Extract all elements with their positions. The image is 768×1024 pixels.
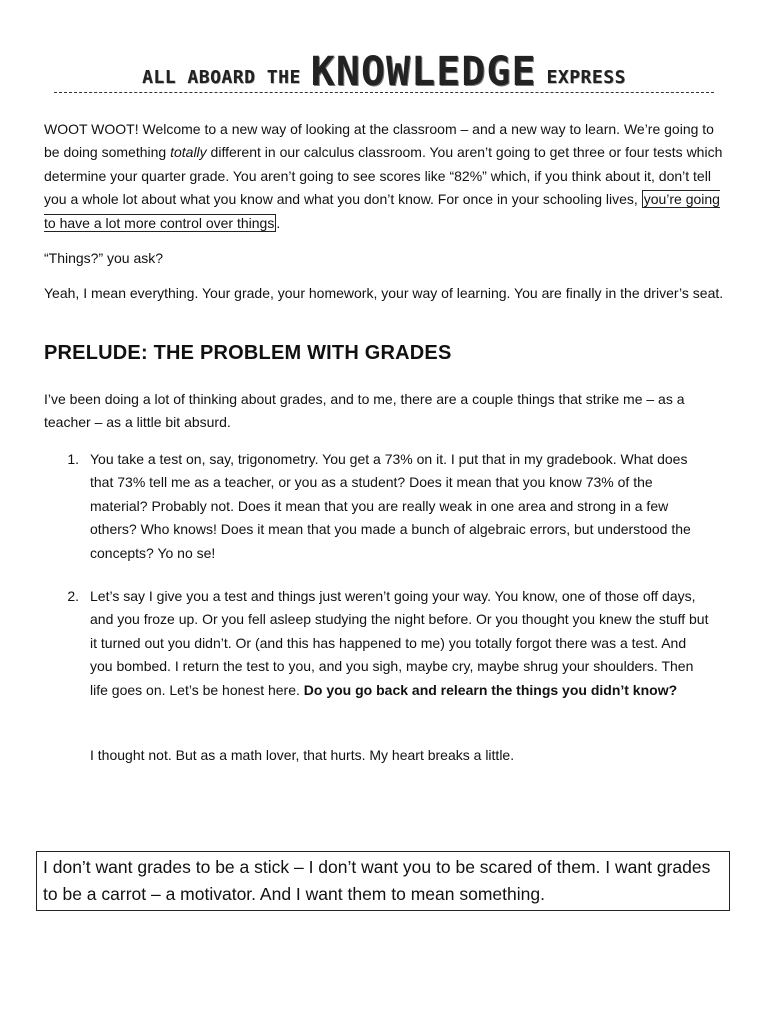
intro-emphasis: totally: [170, 144, 207, 161]
list-item: [44, 448, 728, 565]
list-item-text: [90, 585, 710, 702]
section-heading: PRELUDE: THE PROBLEM WITH GRADES: [44, 342, 452, 364]
list-number: 1.: [67, 451, 79, 467]
list-item-bold-question: Do you go back and relearn the things you didn’t know?: [303, 681, 678, 698]
callout-box: I don’t want grades to be a stick – I don’t want you to be scared of them. I want grades to be a carrot – a motivator. And I want them to mean something.: [36, 851, 730, 911]
intro-text-continued: different in our calculus classroom. You aren’t going to get three or four tests which determine your quarter grade. You aren’t going to see scores like “82%” which, if you think about it, don’t tell you a whole lot about what you know and what you don’t know. For once in your schooling lives,: [44, 144, 723, 208]
things-question: “Things?” you ask?: [44, 250, 164, 266]
list-item-followup: I thought not. But as a math lover, that hurts. My heart breaks a little.: [90, 747, 515, 763]
list-item-text: You take a test on, say, trigonometry. You get a 73% on it. I put that in my gradebook. What does that 73% tell me as a teacher, or you as a student? Does it mean that you know 73% of the material? Probably not. Does it mean that you are really weak in one area and strong in a few others? Who knows! Does it mean that you made a bunch of algebraic errors, but understood the concepts? Yo no se!: [90, 451, 691, 561]
prelude-paragraph: I’ve been doing a lot of thinking about grades, and to me, there are a couple things that strike me – as a teacher – as a little bit absurd.: [44, 391, 685, 431]
title-main-word: KNOWLEDGE: [310, 49, 537, 95]
intro-end: .: [276, 214, 281, 231]
title-left: ALL ABOARD THE: [142, 67, 301, 88]
list-number: 2.: [67, 588, 79, 604]
title-right: EXPRESS: [546, 67, 626, 88]
page-title: [54, 46, 714, 93]
intro-text: WOOT WOOT! Welcome to a new way of looking at the classroom – and a new way to learn. We’re going to be doing something: [44, 121, 714, 161]
everything-paragraph: Yeah, I mean everything. Your grade, your homework, your way of learning. You are finally in the driver’s seat.: [44, 285, 724, 301]
list-item: [44, 585, 728, 702]
boxed-highlight: you’re going to have a lot more control over things: [44, 191, 720, 231]
list-item-body: Let’s say I give you a test and things just weren’t going your way. You know, one of those off days, and you froze up. Or you fell asleep studying the night before. Or you thought you knew the stuff but it turned out you didn’t. Or (and this has happened to me) you totally forgot there was a test. And you bombed. I return the test to you, and you sigh, maybe cry, maybe shrug your shoulders. Then life goes on. Let’s be honest here.: [90, 588, 709, 698]
intro-paragraph: [44, 118, 728, 235]
